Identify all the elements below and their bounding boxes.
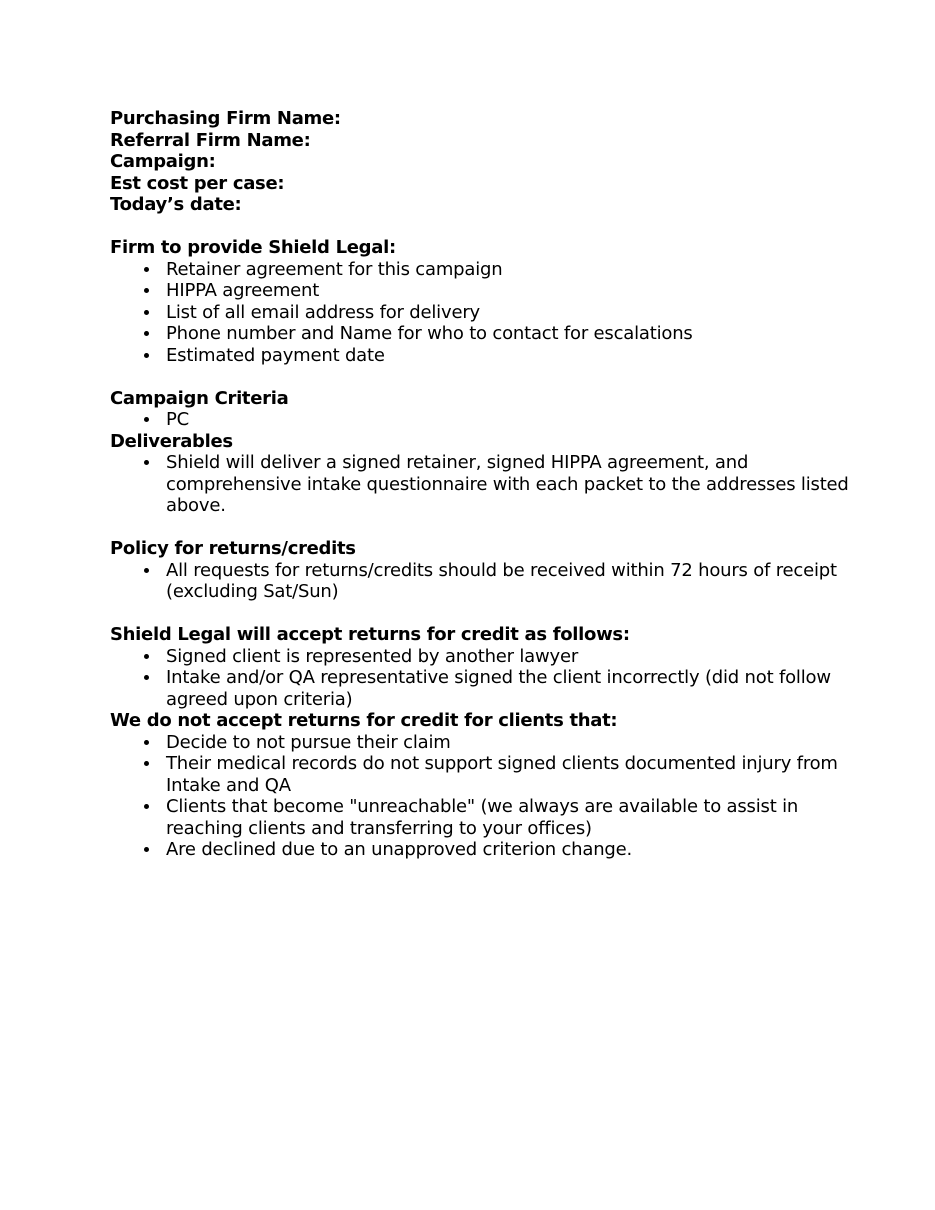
bullet-icon: [144, 675, 149, 680]
list-item: [110, 302, 866, 324]
bullet-icon: [144, 331, 149, 336]
bullet-text: Signed client is represented by another lawyer: [166, 645, 579, 667]
bullet-text: List of all email address for delivery: [166, 301, 480, 323]
bullet-icon: [144, 847, 149, 852]
list-item: [110, 323, 866, 345]
section-campaign-criteria: [110, 388, 866, 431]
bullet-icon: [144, 460, 149, 465]
field-campaign: Campaign:: [110, 151, 216, 172]
list-item: [110, 732, 866, 754]
bullet-text: Intake and/or QA representative signed the client incorrectly (did not follow agreed upon criteria): [166, 667, 831, 710]
section-heading: Firm to provide Shield Legal:: [110, 237, 396, 258]
section-accept-returns: [110, 624, 866, 710]
bullet-text: All requests for returns/credits should be received within 72 hours of receipt (excluding Sat/Sun): [166, 559, 837, 602]
list-item: [110, 280, 866, 302]
field-referral-firm-name: Referral Firm Name:: [110, 129, 311, 151]
bullet-text: Their medical records do not support signed clients documented injury from Intake and QA: [166, 753, 838, 796]
blank-line: [110, 603, 866, 625]
bullet-icon: [144, 804, 149, 809]
field-est-cost-per-case: Est cost per case:: [110, 172, 285, 194]
bullet-list: [110, 259, 866, 367]
header-fields: [110, 108, 866, 216]
section-policy-returns-credits: [110, 538, 866, 603]
section-firm-to-provide: [110, 237, 866, 366]
bullet-icon: [144, 288, 149, 293]
list-item: [110, 259, 866, 281]
bullet-icon: [144, 417, 149, 422]
bullet-icon: [144, 761, 149, 766]
bullet-list: [110, 409, 866, 431]
field-todays-date: Today’s date:: [110, 194, 242, 215]
bullet-icon: [144, 740, 149, 745]
section-heading: Policy for returns/credits: [110, 538, 356, 559]
bullet-icon: [144, 310, 149, 315]
bullet-text: Shield will deliver a signed retainer, signed HIPPA agreement, and comprehensive intake questionnaire with each packet to the addresses listed above.: [166, 452, 849, 516]
bullet-icon: [144, 267, 149, 272]
bullet-text: Estimated payment date: [166, 344, 385, 366]
bullet-text: Phone number and Name for who to contact for escalations: [166, 323, 693, 344]
list-item: [110, 409, 866, 431]
section-heading: We do not accept returns for credit for clients that:: [110, 710, 618, 731]
field-purchasing-firm-name: Purchasing Firm Name:: [110, 108, 341, 129]
section-heading: Deliverables: [110, 430, 233, 452]
bullet-text: Clients that become "unreachable" (we always are available to assist in reaching clients and transferring to your offices): [166, 796, 799, 839]
section-do-not-accept-returns: [110, 710, 866, 861]
blank-line: [110, 366, 866, 388]
section-heading: Shield Legal will accept returns for credit as follows:: [110, 624, 630, 645]
bullet-icon: [144, 353, 149, 358]
bullet-text: Retainer agreement for this campaign: [166, 258, 503, 280]
bullet-list: [110, 646, 866, 711]
list-item: [110, 796, 866, 839]
bullet-text: PC: [166, 409, 190, 430]
list-item: [110, 839, 866, 861]
blank-line: [110, 517, 866, 539]
bullet-icon: [144, 654, 149, 659]
list-item: [110, 560, 866, 603]
list-item: [110, 345, 866, 367]
section-deliverables: [110, 431, 866, 517]
bullet-list: [110, 560, 866, 603]
list-item: [110, 753, 866, 796]
bullet-icon: [144, 568, 149, 573]
bullet-list: [110, 732, 866, 861]
bullet-text: Decide to not pursue their claim: [166, 731, 451, 753]
bullet-list: [110, 452, 866, 517]
blank-line: [110, 216, 866, 238]
section-heading: Campaign Criteria: [110, 387, 289, 409]
bullet-text: HIPPA agreement: [166, 280, 320, 301]
list-item: [110, 646, 866, 668]
list-item: [110, 667, 866, 710]
list-item: [110, 452, 866, 517]
bullet-text: Are declined due to an unapproved criterion change.: [166, 839, 633, 860]
